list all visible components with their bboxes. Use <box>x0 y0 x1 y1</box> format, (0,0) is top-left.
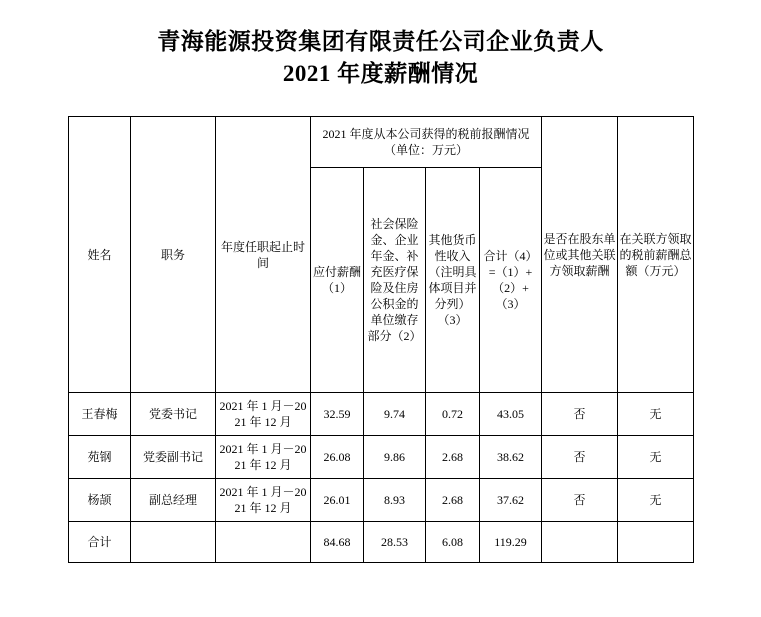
cell-total: 43.05 <box>480 393 542 436</box>
summary-post <box>131 522 216 563</box>
summary-insurance: 28.53 <box>364 522 426 563</box>
header-payable: 应付薪酬（1） <box>311 168 364 393</box>
header-other-currency: 其他货币性收入（注明具体项目并分列）（3） <box>426 168 480 393</box>
summary-shareholder <box>542 522 618 563</box>
salary-table-wrapper <box>68 116 693 563</box>
summary-other-currency: 6.08 <box>426 522 480 563</box>
cell-payable: 32.59 <box>311 393 364 436</box>
page-title-line-1: 青海能源投资集团有限责任公司企业负责人 <box>157 29 604 54</box>
cell-related-party: 无 <box>618 393 694 436</box>
cell-name: 苑钢 <box>69 436 131 479</box>
cell-post: 党委书记 <box>131 393 216 436</box>
summary-period <box>216 522 311 563</box>
header-post: 职务 <box>131 117 216 393</box>
header-name: 姓名 <box>69 117 131 393</box>
cell-total: 37.62 <box>480 479 542 522</box>
cell-name: 王春梅 <box>69 393 131 436</box>
summary-related-party <box>618 522 694 563</box>
table-header <box>69 117 694 393</box>
cell-period: 2021 年 1 月－2021 年 12 月 <box>216 479 311 522</box>
cell-insurance: 9.86 <box>364 436 426 479</box>
cell-name: 杨颉 <box>69 479 131 522</box>
table-row <box>69 436 694 479</box>
header-insurance: 社会保险金、企业年金、补充医疗保险及住房公积金的单位缴存部分（2） <box>364 168 426 393</box>
salary-table <box>68 116 694 563</box>
cell-payable: 26.01 <box>311 479 364 522</box>
cell-shareholder: 否 <box>542 393 618 436</box>
cell-related-party: 无 <box>618 479 694 522</box>
cell-post: 副总经理 <box>131 479 216 522</box>
header-period: 年度任职起止时间 <box>216 117 311 393</box>
cell-period: 2021 年 1 月－2021 年 12 月 <box>216 436 311 479</box>
cell-insurance: 8.93 <box>364 479 426 522</box>
table-summary-row <box>69 522 694 563</box>
cell-total: 38.62 <box>480 436 542 479</box>
table-row <box>69 393 694 436</box>
cell-related-party: 无 <box>618 436 694 479</box>
table-header-row-1 <box>69 117 694 168</box>
table-row <box>69 479 694 522</box>
cell-payable: 26.08 <box>311 436 364 479</box>
summary-payable: 84.68 <box>311 522 364 563</box>
cell-other-currency: 0.72 <box>426 393 480 436</box>
page-title-line-2: 2021 年度薪酬情况 <box>282 61 479 86</box>
table-body <box>69 393 694 563</box>
header-pretax-group: 2021 年度从本公司获得的税前报酬情况（单位：万元） <box>311 117 542 168</box>
cell-other-currency: 2.68 <box>426 436 480 479</box>
cell-insurance: 9.74 <box>364 393 426 436</box>
page-title <box>61 0 701 90</box>
cell-shareholder: 否 <box>542 436 618 479</box>
header-related-party: 在关联方领取的税前薪酬总额（万元） <box>618 117 694 393</box>
cell-period: 2021 年 1 月－2021 年 12 月 <box>216 393 311 436</box>
header-total: 合计（4）=（1）+（2）+（3） <box>480 168 542 393</box>
summary-total: 119.29 <box>480 522 542 563</box>
cell-other-currency: 2.68 <box>426 479 480 522</box>
cell-post: 党委副书记 <box>131 436 216 479</box>
header-shareholder: 是否在股东单位或其他关联方领取薪酬 <box>542 117 618 393</box>
cell-shareholder: 否 <box>542 479 618 522</box>
summary-label: 合计 <box>69 522 131 563</box>
